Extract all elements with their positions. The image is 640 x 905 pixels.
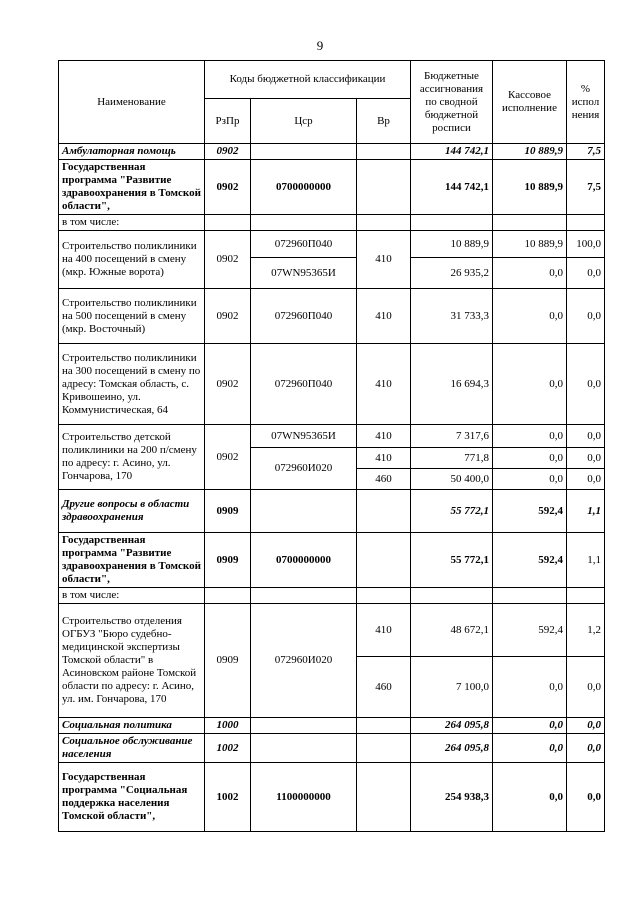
row-vr: [357, 763, 411, 832]
header-cash: Кассовое исполнение: [493, 61, 567, 144]
row-pct: 0,0: [567, 763, 605, 832]
row-vr: 410: [357, 344, 411, 425]
row-pct: 1,1: [567, 533, 605, 588]
row-assign: 16 694,3: [411, 344, 493, 425]
budget-table: [58, 60, 605, 832]
table-row: [59, 718, 605, 734]
row-pct: 0,0: [567, 469, 605, 490]
page-number: 9: [316, 38, 324, 53]
row-assign: 264 095,8: [411, 718, 493, 734]
row-csr: 072960П040: [251, 289, 357, 344]
empty-cell: [205, 588, 251, 604]
row-name: Социальное обслуживание населения: [59, 734, 205, 763]
table-header: [59, 61, 605, 144]
row-assign: 50 400,0: [411, 469, 493, 490]
row-assign: 7 317,6: [411, 425, 493, 448]
row-pct: 0,0: [567, 344, 605, 425]
row-cash: 0,0: [493, 763, 567, 832]
row-assign: 55 772,1: [411, 533, 493, 588]
table-row: [59, 588, 605, 604]
row-csr: 07WN95365И: [251, 258, 357, 289]
row-rzpr: 0909: [205, 490, 251, 533]
row-csr: 072960П040: [251, 231, 357, 258]
table-row: [59, 425, 605, 448]
row-assign: 144 742,1: [411, 144, 493, 160]
row-assign: 144 742,1: [411, 160, 493, 215]
row-csr: [251, 734, 357, 763]
row-csr: [251, 490, 357, 533]
empty-cell: [205, 215, 251, 231]
row-rzpr: 0902: [205, 425, 251, 490]
header-name: Наименование: [59, 61, 205, 144]
header-pct: % испол нения: [567, 61, 605, 144]
empty-cell: [411, 215, 493, 231]
row-csr: 072960И020: [251, 604, 357, 718]
row-name: Строительство детской поликлиники на 200 п/смену по адресу: г. Асино, ул. Гончарова, 170: [59, 425, 205, 490]
row-pct: 0,0: [567, 425, 605, 448]
table-row: [59, 160, 605, 215]
row-rzpr: 1002: [205, 763, 251, 832]
table-row: [59, 763, 605, 832]
empty-cell: [357, 588, 411, 604]
row-cash: 10 889,9: [493, 231, 567, 258]
row-csr: [251, 144, 357, 160]
empty-cell: [251, 588, 357, 604]
row-cash: 10 889,9: [493, 144, 567, 160]
row-name: Строительство поликлиники на 300 посещений в смену по адресу: Томская область, с. Кривошеино, ул. Коммунистическая, 64: [59, 344, 205, 425]
row-vr: [357, 718, 411, 734]
row-cash: 0,0: [493, 734, 567, 763]
row-cash: 0,0: [493, 344, 567, 425]
row-pct: 100,0: [567, 231, 605, 258]
row-csr: 072960И020: [251, 448, 357, 490]
header-codes: Коды бюджетной классификации: [205, 61, 411, 99]
row-name: Строительство поликлиники на 400 посещений в смену (мкр. Южные ворота): [59, 231, 205, 289]
header-assign: Бюджетные ассигнования по сводной бюджетной росписи: [411, 61, 493, 144]
row-vr: [357, 734, 411, 763]
row-cash: 0,0: [493, 469, 567, 490]
empty-cell: [567, 588, 605, 604]
table-row: [59, 734, 605, 763]
row-assign: 254 938,3: [411, 763, 493, 832]
table-row: [59, 533, 605, 588]
row-pct: 1,2: [567, 604, 605, 657]
row-cash: 0,0: [493, 657, 567, 718]
table-row: [59, 604, 605, 657]
table-row: [59, 215, 605, 231]
row-rzpr: 0909: [205, 604, 251, 718]
row-name: в том числе:: [59, 215, 205, 231]
table-row: [59, 344, 605, 425]
row-cash: 0,0: [493, 425, 567, 448]
row-pct: 0,0: [567, 258, 605, 289]
table-row: [59, 144, 605, 160]
empty-cell: [411, 588, 493, 604]
row-vr: 410: [357, 604, 411, 657]
row-vr: 410: [357, 448, 411, 469]
row-name: Государственная программа "Социальная поддержка населения Томской области",: [59, 763, 205, 832]
row-assign: 264 095,8: [411, 734, 493, 763]
row-pct: 1,1: [567, 490, 605, 533]
row-pct: 0,0: [567, 718, 605, 734]
row-pct: 0,0: [567, 289, 605, 344]
row-csr: 07WN95365И: [251, 425, 357, 448]
row-assign: 26 935,2: [411, 258, 493, 289]
row-name: Строительство отделения ОГБУЗ "Бюро судебно-медицинской экспертизы Томской области" в Асиновском районе Томской области по адресу: г. Асино, ул. им. Гончарова, 170: [59, 604, 205, 718]
row-pct: 0,0: [567, 734, 605, 763]
row-rzpr: 0902: [205, 231, 251, 289]
row-cash: 592,4: [493, 533, 567, 588]
empty-cell: [251, 215, 357, 231]
row-vr: 460: [357, 469, 411, 490]
row-pct: 0,0: [567, 448, 605, 469]
row-csr: 0700000000: [251, 160, 357, 215]
empty-cell: [493, 215, 567, 231]
row-cash: 0,0: [493, 718, 567, 734]
empty-cell: [357, 215, 411, 231]
row-pct: 7,5: [567, 144, 605, 160]
row-vr: 410: [357, 425, 411, 448]
row-rzpr: 1000: [205, 718, 251, 734]
row-name: Другие вопросы в области здравоохранения: [59, 490, 205, 533]
row-rzpr: 0902: [205, 344, 251, 425]
row-csr: 072960П040: [251, 344, 357, 425]
row-rzpr: 0902: [205, 160, 251, 215]
row-assign: 55 772,1: [411, 490, 493, 533]
row-name: Государственная программа "Развитие здравоохранения в Томской области",: [59, 160, 205, 215]
row-assign: 10 889,9: [411, 231, 493, 258]
row-csr: 1100000000: [251, 763, 357, 832]
empty-cell: [567, 215, 605, 231]
row-cash: 0,0: [493, 289, 567, 344]
row-name: Строительство поликлиники на 500 посещений в смену (мкр. Восточный): [59, 289, 205, 344]
row-assign: 31 733,3: [411, 289, 493, 344]
row-csr: 0700000000: [251, 533, 357, 588]
header-rzpr: РзПр: [205, 99, 251, 144]
row-cash: 0,0: [493, 448, 567, 469]
row-csr: [251, 718, 357, 734]
row-rzpr: 0909: [205, 533, 251, 588]
row-vr: 410: [357, 231, 411, 289]
row-name: Амбулаторная помощь: [59, 144, 205, 160]
row-vr: [357, 533, 411, 588]
row-assign: 48 672,1: [411, 604, 493, 657]
row-assign: 771,8: [411, 448, 493, 469]
row-vr: [357, 160, 411, 215]
table-row: [59, 289, 605, 344]
header-csr: Цср: [251, 99, 357, 144]
row-vr: 410: [357, 289, 411, 344]
row-cash: 592,4: [493, 604, 567, 657]
row-name: Государственная программа "Развитие здравоохранения в Томской области",: [59, 533, 205, 588]
row-rzpr: 0902: [205, 144, 251, 160]
row-cash: 592,4: [493, 490, 567, 533]
row-name: Социальная политика: [59, 718, 205, 734]
row-pct: 0,0: [567, 657, 605, 718]
row-vr: 460: [357, 657, 411, 718]
row-vr: [357, 144, 411, 160]
row-pct: 7,5: [567, 160, 605, 215]
row-assign: 7 100,0: [411, 657, 493, 718]
row-rzpr: 1002: [205, 734, 251, 763]
empty-cell: [493, 588, 567, 604]
row-rzpr: 0902: [205, 289, 251, 344]
row-vr: [357, 490, 411, 533]
row-cash: 0,0: [493, 258, 567, 289]
header-vr: Вр: [357, 99, 411, 144]
row-name: в том числе:: [59, 588, 205, 604]
table-row: [59, 490, 605, 533]
row-cash: 10 889,9: [493, 160, 567, 215]
table-row: [59, 231, 605, 258]
